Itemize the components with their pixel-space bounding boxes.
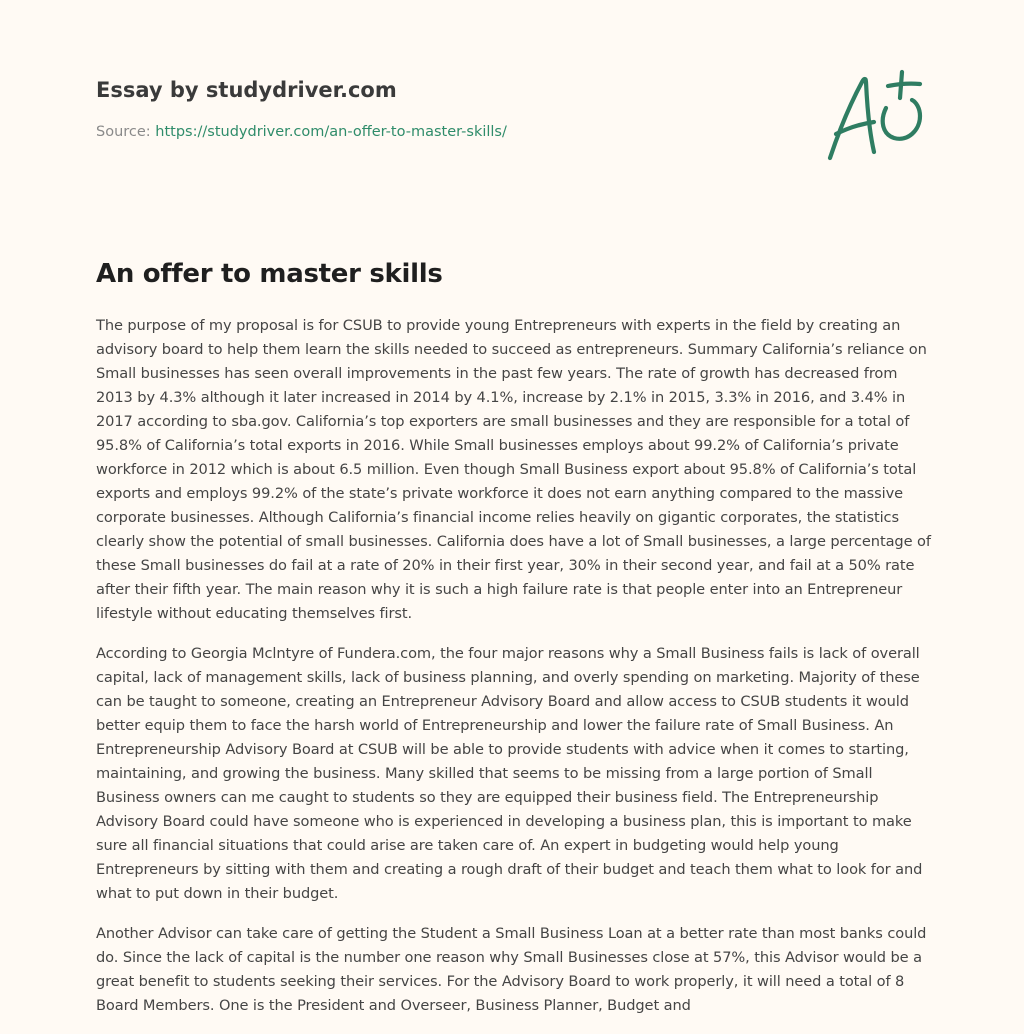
site-title: Essay by studydriver.com <box>96 78 397 102</box>
article-title: An offer to master skills <box>96 259 443 289</box>
article-paragraph: Another Advisor can take care of getting the Student a Small Business Loan at a better rate than most banks could do. Since the lack of capital is the number one reason why Small Businesses close at 57%, this Advisor would be a great benefit to students seeking their services. For the Advisory Board to work properly, it will need a total of 8 Board Members. One is the President and Overseer, Business Planner, Budget and <box>96 925 927 1014</box>
source-label: Source: <box>96 124 156 140</box>
source-line <box>96 121 816 143</box>
page-header <box>96 74 816 143</box>
source-link[interactable]: https://studydriver.com/an-offer-to-master-skills/ <box>155 124 507 140</box>
article-paragraph: The purpose of my proposal is for CSUB to provide young Entrepreneurs with experts in the field by creating an advisory board to help them learn the skills needed to succeed as entrepreneurs. Summary California’s reliance on Small businesses has seen overall improvements in the past few years. The rate of growth has decreased from 2013 by 4.3% although it later increased in 2014 by 4.1%, increase by 2.1% in 2015, 3.3% in 2016, and 3.4% in 2017 according to sba.gov. California’s top exporters are small businesses and they are responsible for a total of 95.8% of California’s total exports in 2016. While Small businesses employs about 99.2% of California’s private workforce in 2012 which is about 6.5 million. Even though Small Business export about 95.8% of California’s total exports and employs 99.2% of the state’s private workforce it does not earn anything compared to the massive corporate businesses. Although California’s financial income relies heavily on gigantic corporates, the statistics clearly show the potential of small businesses. California does have a lot of Small businesses, a large percentage of these Small businesses do fail at a rate of 20% in their first year, 30% in their second year, and fail at a 50% rate after their fifth year. The main reason why it is such a high failure rate is that people enter into an Entrepreneur lifestyle without educating themselves first. <box>96 317 931 622</box>
article-body <box>96 314 934 1034</box>
a-plus-logo-icon <box>822 68 928 164</box>
article-paragraph: According to Georgia Mclntyre of Fundera.com, the four major reasons why a Small Business fails is lack of overall capital, lack of management skills, lack of business planning, and overly spending on marketing. Majority of these can be taught to someone, creating an Entrepreneur Advisory Board and allow access to CSUB students it would better equip them to face the harsh world of Entrepreneurship and lower the failure rate of Small Business. An Entrepreneurship Advisory Board at CSUB will be able to provide students with advice when it comes to starting, maintaining, and growing the business. Many skilled that seems to be missing from a large portion of Small Business owners can me caught to students so they are equipped their business field. The Entrepreneurship Advisory Board could have someone who is experienced in developing a business plan, this is important to make sure all financial situations that could arise are taken care of. An expert in budgeting would help young Entrepreneurs by sitting with them and creating a rough draft of their budget and teach them what to look for and what to put down in their budget. <box>96 645 923 902</box>
